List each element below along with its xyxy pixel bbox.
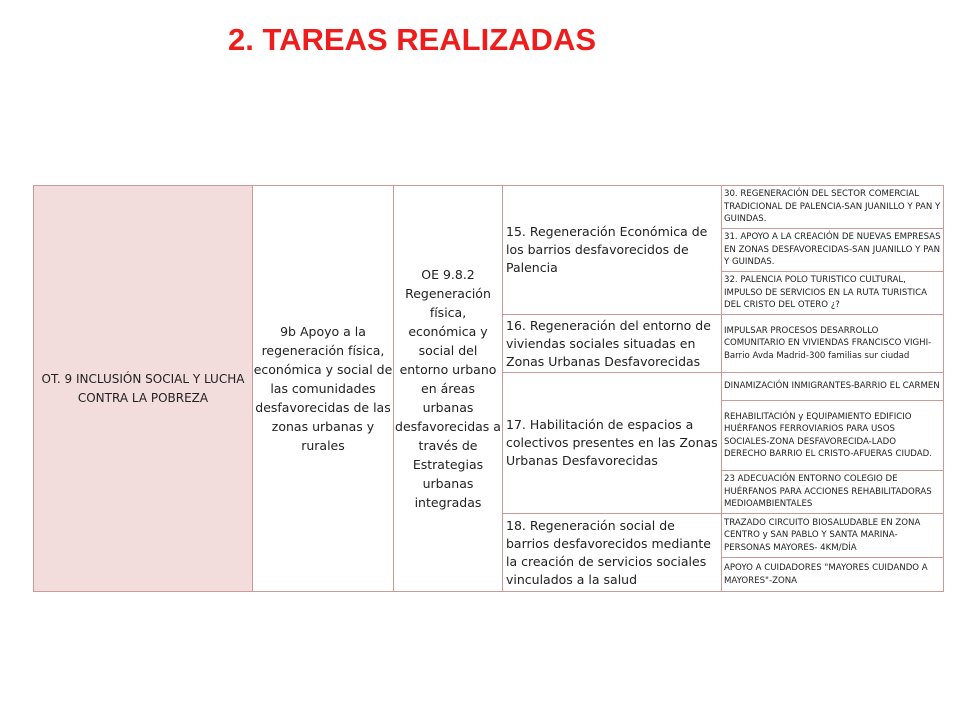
linea-16-cell: 16. Regeneración del entorno de viviendas sociales situadas en Zonas Urbanas Desfavorecidas: [503, 315, 722, 373]
operacion-cell: DINAMIZACIÓN INMIGRANTES-BARRIO EL CARMEN: [722, 373, 944, 401]
operacion-cell: TRAZADO CIRCUITO BIOSALUDABLE EN ZONA CENTRO y SAN PABLO Y SANTA MARINA-PERSONAS MAYORES- 4KM/DÍA: [722, 514, 944, 558]
objetivo-tematico-cell: OT. 9 INCLUSIÓN SOCIAL Y LUCHA CONTRA LA POBREZA: [34, 186, 253, 592]
objetivo-especifico-cell: OE 9.8.2 Regeneración física, económica y social del entorno urbano en áreas urbanas desfavorecidas a través de Estrategias urbanas integradas: [394, 186, 503, 592]
operacion-cell: 23 ADECUACIÓN ENTORNO COLEGIO DE HUÉRFANOS PARA ACCIONES REHABILITADORAS MEDIOAMBIENTALES: [722, 471, 944, 514]
tasks-table: [33, 185, 944, 592]
linea-15-cell: 15. Regeneración Económica de los barrios desfavorecidos de Palencia: [503, 186, 722, 315]
operacion-cell: 30. REGENERACIÓN DEL SECTOR COMERCIAL TRADICIONAL DE PALENCIA-SAN JUANILLO Y PAN Y GUINDAS.: [722, 186, 944, 229]
operacion-cell: 32. PALENCIA POLO TURISTICO CULTURAL, IMPULSO DE SERVICIOS EN LA RUTA TURISTICA DEL CRISTO DEL OTERO ¿?: [722, 272, 944, 315]
operacion-cell: IMPULSAR PROCESOS DESARROLLO COMUNITARIO EN VIVIENDAS FRANCISCO VIGHI- Barrio Avda Madrid-300 familias sur ciudad: [722, 315, 944, 373]
linea-17-cell: 17. Habilitación de espacios a colectivos presentes en las Zonas Urbanas Desfavorecidas: [503, 373, 722, 514]
linea-18-cell: 18. Regeneración social de barrios desfavorecidos mediante la creación de servicios sociales vinculados a la salud: [503, 514, 722, 592]
operacion-cell: 31. APOYO A LA CREACIÓN DE NUEVAS EMPRESAS EN ZONAS DESFAVORECIDAS-SAN JUANILLO Y PAN Y GUINDAS.: [722, 229, 944, 272]
operacion-cell: APOYO A CUIDADORES "MAYORES CUIDANDO A MAYORES"-ZONA: [722, 558, 944, 592]
page-title: 2. TAREAS REALIZADAS: [228, 22, 597, 57]
operacion-cell: REHABILITACIÓN y EQUIPAMIENTO EDIFICIO HUÉRFANOS FERROVIARIOS PARA USOS SOCIALES-ZONA DESFAVORECIDA-LADO DERECHO BARRIO EL CRISTO-AFUERAS CIUDAD.: [722, 401, 944, 471]
prioridad-inversion-cell: 9b Apoyo a la regeneración física, económica y social de las comunidades desfavorecidas de las zonas urbanas y rurales: [253, 186, 394, 592]
